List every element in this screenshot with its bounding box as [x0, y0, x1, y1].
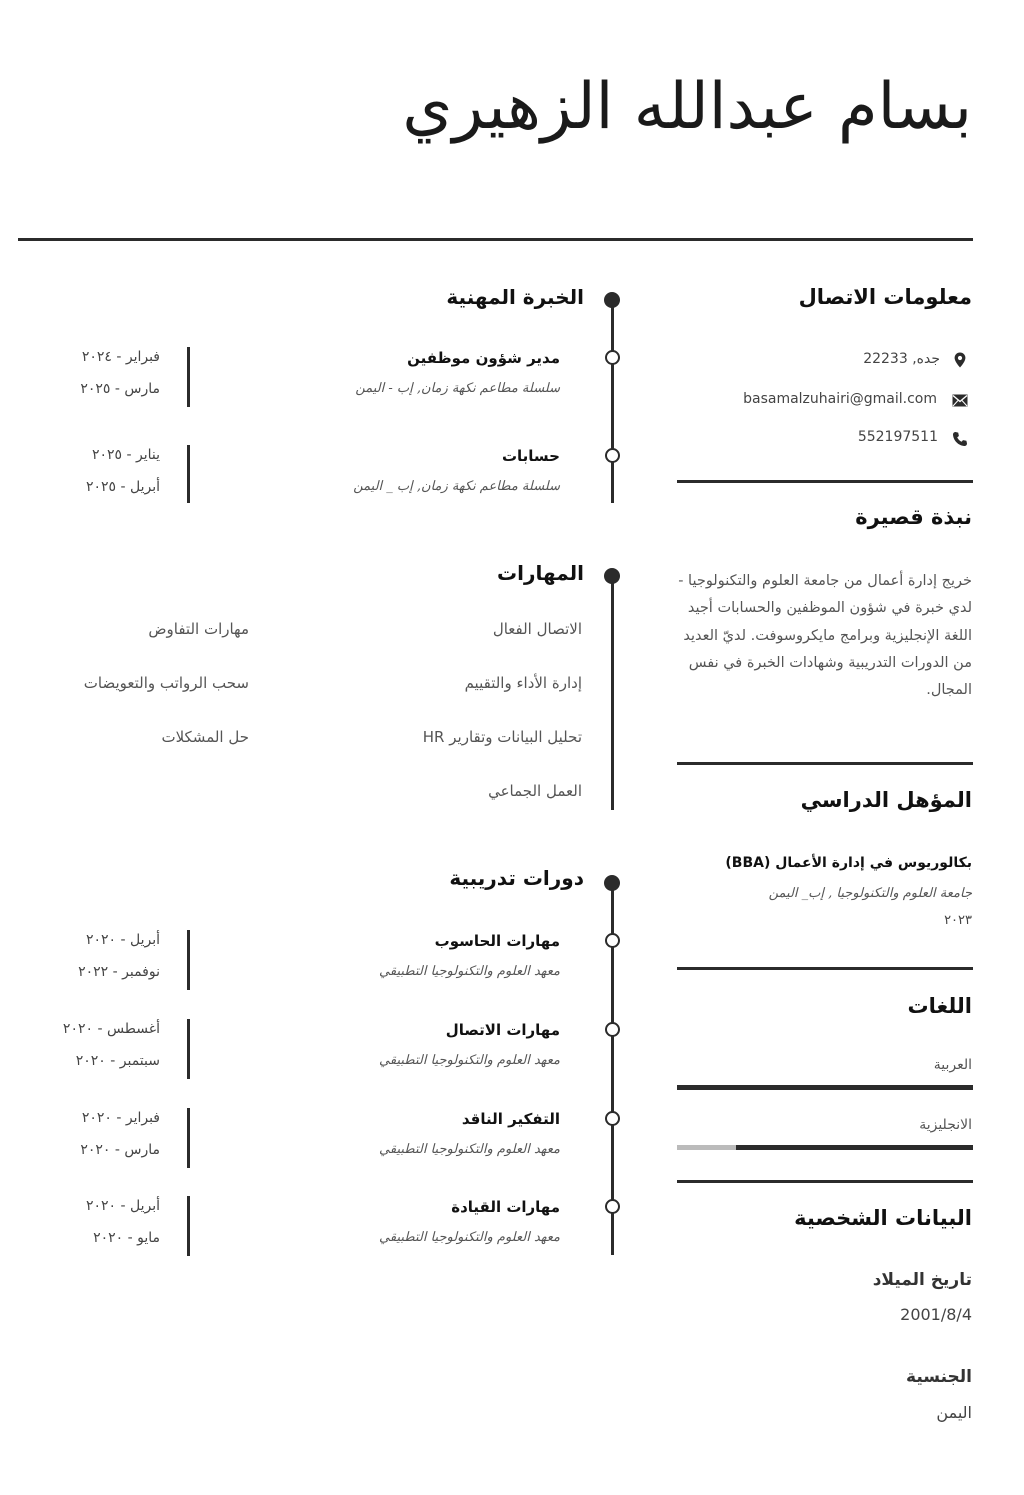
timeline-dot	[604, 568, 620, 584]
job-title: مدير شؤون موظفين	[407, 349, 560, 367]
email-envelope-icon	[952, 394, 968, 407]
job-start-date: فبراير - ٢٠٢٤	[81, 349, 160, 365]
education-school: جامعة العلوم والتكنولوجيا , إب_ اليمن	[768, 886, 972, 901]
section-divider	[677, 967, 973, 970]
language-level-track	[677, 1085, 973, 1090]
skill-item: الاتصال الفعال	[492, 620, 582, 638]
timeline-dot	[604, 292, 620, 308]
skills-timeline	[611, 576, 614, 810]
section-divider	[677, 762, 973, 765]
education-year: ٢٠٢٣	[944, 913, 972, 928]
contact-location: جده, 22233	[863, 351, 940, 367]
courses-heading: دورات تدريبية	[449, 866, 584, 890]
skill-item: سحب الرواتب والتعويضات	[83, 674, 249, 692]
language-name: العربية	[933, 1057, 972, 1073]
date-divider	[187, 1019, 190, 1079]
nationality-label: الجنسية	[906, 1367, 972, 1387]
section-divider	[677, 1180, 973, 1183]
education-degree: بكالوريوس في إدارة الأعمال (BBA)	[725, 855, 972, 871]
timeline-dot	[605, 448, 620, 463]
course-end-date: مايو - ٢٠٢٠	[93, 1230, 160, 1246]
section-divider	[677, 480, 973, 483]
birth-date-value: 2001/8/4	[900, 1305, 972, 1324]
course-end-date: مارس - ٢٠٢٠	[80, 1142, 160, 1158]
skill-item: مهارات التفاوض	[148, 620, 249, 638]
timeline-dot	[605, 1111, 620, 1126]
course-start-date: فبراير - ٢٠٢٠	[81, 1110, 160, 1126]
course-org: معهد العلوم والتكنولوجيا التطبيقي	[379, 1230, 560, 1245]
course-start-date: أبريل - ٢٠٢٠	[85, 1198, 160, 1214]
experience-heading: الخبرة المهنية	[446, 285, 584, 309]
course-title: مهارات القيادة	[451, 1198, 560, 1216]
contact-phone: 552197511	[857, 429, 938, 445]
course-end-date: سبتمبر - ٢٠٢٠	[75, 1053, 160, 1069]
skill-item: إدارة الأداء والتقييم	[464, 674, 582, 692]
languages-heading: اللغات	[907, 994, 972, 1018]
date-divider	[187, 1196, 190, 1256]
location-pin-icon	[952, 352, 968, 368]
timeline-dot	[605, 1022, 620, 1037]
course-title: التفكير الناقد	[461, 1110, 560, 1128]
nationality-value: اليمن	[936, 1403, 972, 1422]
course-start-date: أبريل - ٢٠٢٠	[85, 932, 160, 948]
contact-email[interactable]: basamalzuhairi@gmail.com	[743, 391, 937, 407]
language-level-fill	[736, 1145, 973, 1150]
job-end-date: أبريل - ٢٠٢٥	[85, 479, 160, 495]
phone-icon	[952, 431, 968, 447]
job-start-date: يناير - ٢٠٢٥	[91, 447, 160, 463]
summary-heading: نبذة قصيرة	[855, 505, 972, 529]
contact-heading: معلومات الاتصال	[798, 285, 972, 309]
course-title: مهارات الاتصال	[445, 1021, 560, 1039]
timeline-dot	[605, 350, 620, 365]
course-org: معهد العلوم والتكنولوجيا التطبيقي	[379, 1053, 560, 1068]
timeline-dot	[604, 875, 620, 891]
language-level-fill	[677, 1085, 973, 1090]
timeline-dot	[605, 1199, 620, 1214]
timeline-dot	[605, 933, 620, 948]
course-org: معهد العلوم والتكنولوجيا التطبيقي	[379, 964, 560, 979]
job-company: سلسلة مطاعم نكهة زمان, إب - اليمن	[355, 381, 560, 396]
skill-item: تحليل البيانات وتقارير HR	[422, 728, 582, 746]
birth-date-label: تاريخ الميلاد	[872, 1270, 972, 1290]
course-org: معهد العلوم والتكنولوجيا التطبيقي	[379, 1142, 560, 1157]
course-title: مهارات الحاسوب	[434, 932, 560, 950]
job-company: سلسلة مطاعم نكهة زمان, إب _ اليمن	[353, 479, 560, 494]
date-divider	[187, 445, 190, 503]
experience-timeline	[611, 300, 614, 503]
summary-text: خريج إدارة أعمال من جامعة العلوم والتكنولوجيا - لدي خبرة في شؤون الموظفين والحسابات أجيد اللغة الإنجليزية وبرامج مايكروسوفت. لديّ العديد من الدورات التدريبية وشهادات الخبرة في نفس المجال.	[678, 573, 972, 699]
date-divider	[187, 930, 190, 990]
language-level-track	[677, 1145, 973, 1150]
skill-item: حل المشكلات	[161, 728, 249, 746]
date-divider	[187, 1108, 190, 1168]
course-end-date: نوفمبر - ٢٠٢٢	[78, 964, 160, 980]
skill-item: العمل الجماعي	[488, 782, 582, 800]
language-name: الانجليزية	[919, 1117, 972, 1133]
course-start-date: أغسطس - ٢٠٢٠	[62, 1021, 160, 1037]
education-heading: المؤهل الدراسي	[800, 788, 972, 812]
job-end-date: مارس - ٢٠٢٥	[80, 381, 160, 397]
skills-heading: المهارات	[497, 561, 584, 585]
header-divider	[18, 238, 973, 241]
candidate-name: بسام عبدالله الزهيري	[402, 70, 972, 144]
job-title: حسابات	[501, 447, 560, 465]
date-divider	[187, 347, 190, 407]
personal-heading: البيانات الشخصية	[794, 1206, 972, 1230]
